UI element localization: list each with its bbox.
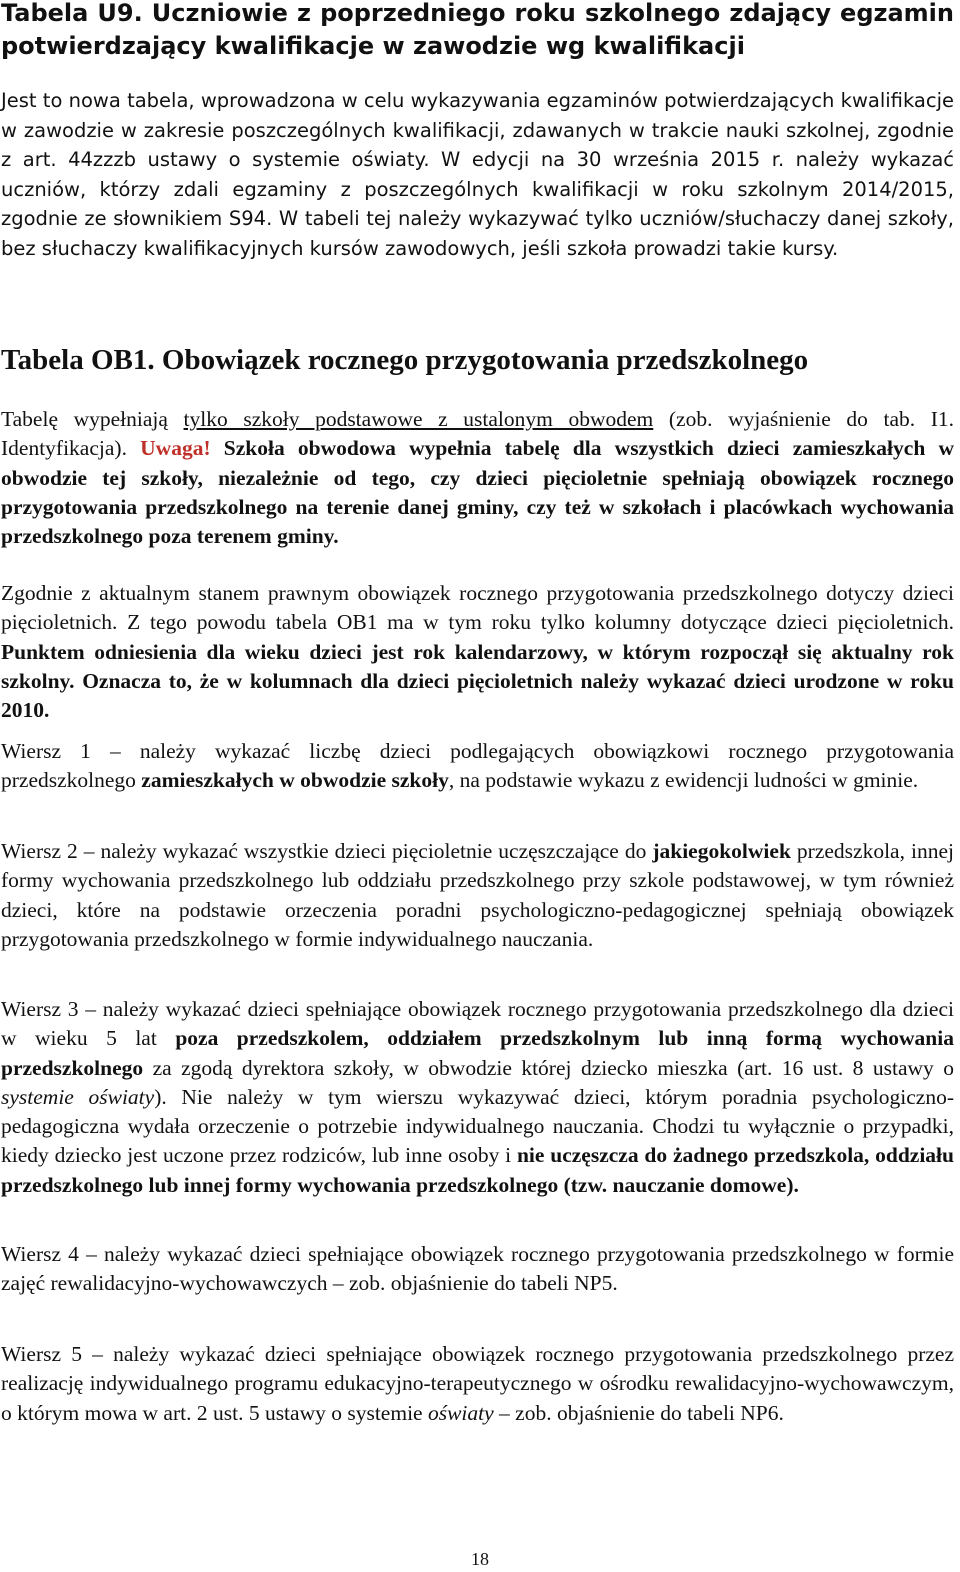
- page-number: 18: [471, 1549, 489, 1569]
- row-4-text: Wiersz 4 – należy wykazać dzieci spełniające obowiązek rocznego przygotowania przedszkolnego w formie zajęć rewalidacyjno-wychowawczych – zob. objaśnienie do tabeli NP5.: [1, 1242, 954, 1296]
- row-3-bold-text-2: nie uczęszcza do żadnego przedszkola, oddziału przedszkolnego lub innej formy wychowania przedszkolnego (tzw. nauczanie domowe).: [1, 1143, 954, 1197]
- intro-underlined-text: tylko szkoły podstawowe z ustalonym obwodem: [183, 407, 654, 431]
- row-2-text: Wiersz 2 – należy wykazać wszystkie dzieci pięcioletnie uczęszczające do: [1, 839, 653, 863]
- row-5-text: Wiersz 5 – należy wykazać dzieci spełniające obowiązek rocznego przygotowania przedszkolnego przez realizację indywidualnego programu edukacyjno-terapeutycznego w ośrodku rewalidacyjno-wychowawczym, o którym mowa w art. 2 ust. 5 ustawy o systemie: [1, 1342, 954, 1425]
- intro-text-2: (zob. wyjaśnienie do tab. I1. Identyfikacja).: [1, 407, 954, 461]
- row-3-text-2: za zgodą dyrektora szkoły, w obwodzie której dziecko mieszka (art. 16 ust. 8 ustawy o: [143, 1055, 954, 1080]
- row-5-italic-text: oświaty: [427, 1400, 494, 1425]
- row-3-text: Wiersz 3 – należy wykazać dzieci spełniające obowiązek rocznego przygotowania przedszkolnego dla dzieci w wieku 5 lat: [1, 997, 954, 1051]
- u9-heading: Tabela U9. Uczniowie z poprzedniego roku szkolnego zdający egzamin potwierdzający kwalifikacje w zawodzie wg kwalifikacji: [1, 0, 954, 60]
- row-1-bold-text: zamieszkałych w obwodzie szkoły: [141, 768, 449, 793]
- row-3-italic-text: systemie oświaty: [1, 1084, 155, 1109]
- row-1-paragraph: [1, 737, 954, 796]
- intro-bold-text: Szkoła obwodowa wypełnia tabelę dla wszystkich dzieci zamieszkałych w obwodzie tej szkoły, niezależnie od tego, czy dzieci pięcioletnie spełniają obowiązek rocznego przygotowania przedszkolnego na terenie danej gminy, czy też w szkołach i placówkach wychowania przedszkolnego poza terenem gminy.: [1, 436, 954, 549]
- row-5-text-2: – zob. objaśnienie do tabeli NP6.: [493, 1400, 784, 1425]
- row-1-text: Wiersz 1 – należy wykazać liczbę dzieci podlegających obowiązkowi rocznego przygotowania przedszkolnego: [1, 739, 954, 793]
- ob1-intro-paragraph: [1, 405, 954, 551]
- row-2-text-2: przedszkola, innej formy wychowania przedszkolnego lub oddziału przedszkolnego przy szkole podstawowej, w tym również dzieci, które na podstawie orzeczenia poradni psychologiczno-pedagogicznej spełniają obowiązek przygotowania przedszkolnego w formie indywidualnego nauczania.: [1, 839, 954, 951]
- row-2-bold-text: jakiegokolwiek: [652, 839, 791, 863]
- ob1-heading: Tabela OB1. Obowiązek rocznego przygotowania przedszkolnego: [1, 344, 809, 376]
- legal-bold-text: Punktem odniesienia dla wieku dzieci jest rok kalendarzowy, w którym rozpoczął się aktualny rok szkolny. Oznacza to, że w kolumnach dla dzieci pięcioletnich należy wykazać dzieci urodzone w roku 2010.: [1, 639, 954, 723]
- row-3-bold-text: poza przedszkolem, oddziałem przedszkolnym lub inną formą wychowania przedszkolnego: [1, 1026, 954, 1080]
- row-3-paragraph: [1, 995, 954, 1200]
- legal-text: Zgodnie z aktualnym stanem prawnym obowiązek rocznego przygotowania przedszkolnego dotyczy dzieci pięcioletnich. Z tego powodu tabela OB1 ma w tym roku tylko kolumny dotyczące dzieci pięcioletnich.: [1, 581, 954, 635]
- warning-label: Uwaga!: [140, 436, 211, 461]
- row-3-text-3: ). Nie należy w tym wierszu wykazywać dzieci, którym poradnia psychologiczno-pedagogiczna wydała orzeczenie o potrzebie indywidualnego nauczania. Chodzi tu wyłącznie o przypadki, kiedy dziecko jest uczone przez rodziców, lub inne osoby i: [1, 1084, 954, 1168]
- intro-text: Tabelę wypełniają: [1, 407, 184, 431]
- row-5-paragraph: [1, 1340, 954, 1428]
- ob1-legal-paragraph: [1, 579, 954, 725]
- row-1-text-2: , na podstawie wykazu z ewidencji ludności w gminie.: [448, 768, 919, 793]
- u9-description: Jest to nowa tabela, wprowadzona w celu wykazywania egzaminów potwierdzających kwalifikacje w zawodzie w zakresie poszczególnych kwalifikacji, zdawanych w trakcie nauki szkolnej, zgodnie z art. 44zzzb ustawy o systemie oświaty. W edycji na 30 września 2015 r. należy wykazać uczniów, którzy zdali egzaminy z poszczególnych kwalifikacji w roku szkolnym 2014/2015, zgodnie ze słownikiem S94. W tabeli tej należy wykazywać tylko uczniów/słuchaczy danej szkoły, bez słuchaczy kwalifikacyjnych kursów zawodowych, jeśli szkoła prowadzi takie kursy.: [1, 89, 954, 260]
- row-2-paragraph: [1, 837, 954, 954]
- row-4-paragraph: [1, 1240, 954, 1299]
